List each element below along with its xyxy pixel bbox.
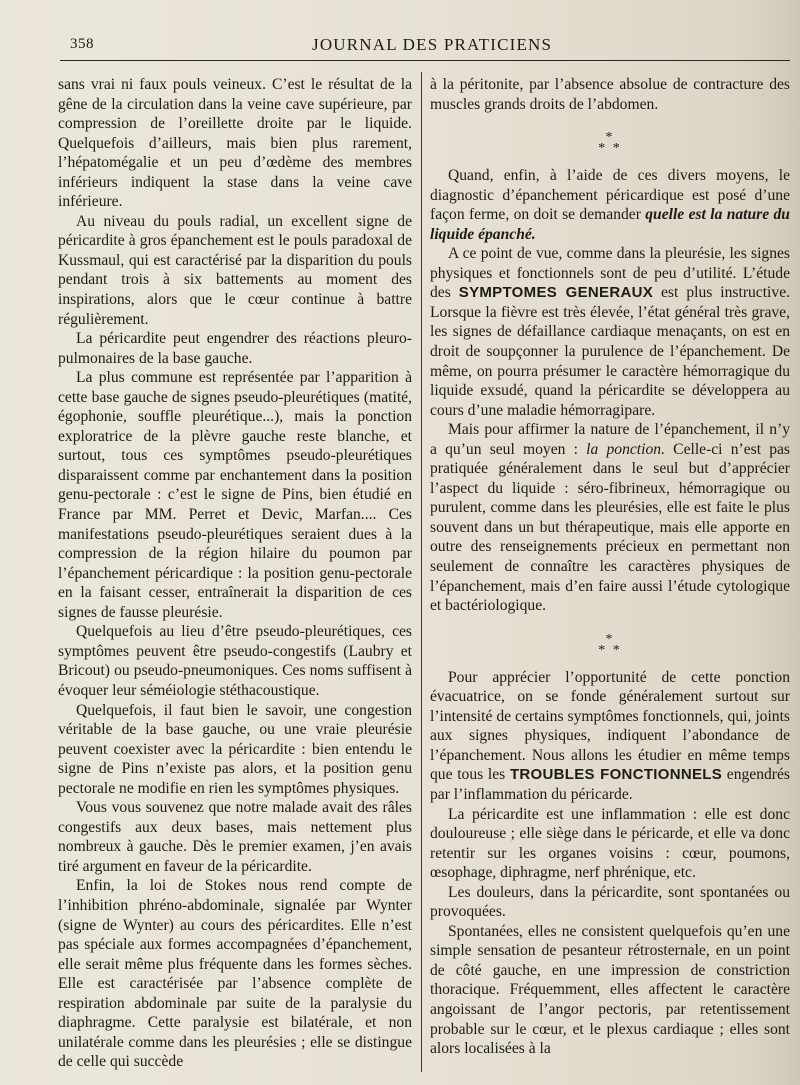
italic-phrase: quelle est la nature du liquide épanché. — [430, 206, 790, 243]
left-column — [58, 75, 412, 1072]
star-mark: * — [605, 631, 615, 647]
paragraph: Au niveau du pouls radial, un excellent signe de péricardite à gros épanchement est le pouls paradoxal de Kussmaul, qui est caractérisé par la disparition du pouls pendant trois à six battements au moment des inspirations, alors que le cœur continue à battre régulièrement. — [58, 212, 412, 328]
paragraph: La péricardite peut engendrer des réactions pleuro-pulmonaires de la base gauche. — [58, 330, 412, 367]
running-header — [60, 34, 790, 61]
column-divider — [421, 72, 422, 1072]
paragraph: La péricardite est une inflammation : elle est donc douloureuse ; elle siège dans le péricarde, et elle va donc retentir sur les organes voisins : cœur, poumons, œsophage, diphragme, nerf phrénique, etc. — [430, 805, 790, 882]
paragraph — [430, 668, 790, 805]
paragraph-text: A ce point de vue, comme dans la pleurésie, les signes physiques et fonctionnels sont de peu d’utilité. L’étude des — [430, 245, 790, 302]
star-mark: * * — [598, 141, 622, 157]
paragraph: Enfin, la loi de Stokes nous rend compte de l’inhibition phréno-abdominale, signalée par Wynter (signe de Wynter) au cours des péricardites. Elle n’est pas spéciale aux formes accompagnées d’épanchement, elle serait même plus fréquente dans les formes sèches. Elle est caractérisée par l’absence complète de respiration abdominale par suite de la paralysie du diaphragme. Cette paralysie est bilatérale, et non unilatérale comme dans les pleurésies ; elle se distingue de celle qui succède — [58, 877, 412, 1071]
paragraph-text: Pour apprécier l’opportunité de cette ponction évacuatrice, on se fonde généralement surtout sur l’intensité de certains symptômes fonctionnels, qui, joints aux signes physiques, indiquent l’abondance de l’épanchement. Nous allons les étudier en même temps que tous les — [430, 668, 790, 784]
paragraph: La plus commune est représentée par l’apparition à cette base gauche de signes pseudo-pleurétiques (matité, égophonie, souffle pleurétique...), mais la ponction exploratrice de la plèvre gauche reste blanche, et surtout, tous ces symptômes pseudo-pleurétiques disparaissent comme par enchantement dans la position genu-pectorale : c’est le signe de Pins, bien étudié en France par MM. Perret et Devic, Marfan.... Ces manifestations pseudo-pleurétiques seraient dues à la compression de la région hilaire du poumon par l’épanchement péricardique : la position genu-pectorale en la faisant cesser, entraînerait la disparition de ces signes de fausse pleurésie. — [58, 369, 412, 621]
paragraph-text: Mais pour affirmer la nature de l’épanchement, il n’y a qu’un seul moyen : — [430, 421, 790, 458]
paragraph-text: est plus instructive. Lorsque la fièvre est très élevée, l’état général très grave, les signes de défaillance cardiaque menaçants, on est en droit de soupçonner la purulence de l’épanchement. De même, on pourra présumer le caractère hémorragique du liquide exsudé, quand la péricardite se développera au cours d’une maladie hémorragipare. — [430, 284, 791, 419]
paragraph-text: engendrés par l’inflammation du péricarde. — [430, 766, 790, 803]
journal-title: JOURNAL DES PRATICIENS — [312, 35, 553, 54]
right-column — [430, 75, 790, 1059]
section-keyword: SYMPTOMES GENERAUX — [458, 284, 654, 302]
paragraph: Quelquefois, il faut bien le savoir, une congestion véritable de la base gauche, ou une vraie pleurésie peuvent coexister avec la péricardite : bien entendu le signe de Pins n’existe pas alors, et la position genu pectorale ne modifie en rien les symptômes physiques. — [58, 701, 412, 797]
star-mark: * * — [598, 642, 622, 658]
paragraph: Vous vous souvenez que notre malade avait des râles congestifs aux deux bases, mais nettement plus nombreux à gauche. Dès le premier examen, j’en avais tiré argument en faveur de la péricardite. — [58, 799, 412, 875]
paragraph-text: Quand, enfin, à l’aide de ces divers moyens, le diagnostic d’épanchement péricardique est posé d’une façon ferme, on doit se demander — [430, 167, 790, 224]
page-number: 358 — [70, 36, 94, 52]
paragraph: sans vrai ni faux pouls veineux. C’est le résultat de la gêne de la circulation dans la veine cave supérieure, par compression de l’oreillette droite par le liquide. Quelquefois d’ailleurs, mais bien plus rarement, l’hépatomégalie et un peu d’œdème des membres inférieurs indiquent la stase dans la veine cave inférieure. — [58, 76, 412, 211]
paragraph-text: Celle-ci n’est pas pratiquée généralement dans le seul but d’apprécier l’aspect du liquide : séro-fibrineux, hémorragique ou purulent, comme dans les pleurésies, elle est faite le plus souvent dans un but thérapeutique, mais elle apporte en outre des renseignements précieux en permettant non seulement de connaître les caractères physiques de l’épanchement, mais d’en faire aussi l’étude cytologique et bactériologique. — [430, 440, 791, 615]
section-separator-stars — [430, 631, 790, 658]
paragraph — [430, 420, 790, 615]
paragraph — [430, 166, 790, 244]
paragraph: à la péritonite, par l’absence absolue de contracture des muscles grands droits de l’abdomen. — [430, 76, 790, 113]
italic-phrase: la ponction. — [586, 440, 665, 458]
paragraph: Les douleurs, dans la péricardite, sont spontanées ou provoquées. — [430, 883, 790, 921]
paragraph: Spontanées, elles ne consistent quelquefois qu’en une simple sensation de pesanteur rétrosternale, en un point de côté gauche, en une impression de constriction thoracique. Fréquemment, elles affectent le caractère angoissant de l’angor pectoris, par retentissement probable sur le cœur, et le plexus cardiaque ; elles sont alors localisées à la — [430, 922, 790, 1058]
section-separator-stars — [430, 130, 790, 157]
paragraph — [430, 244, 790, 420]
star-mark: * — [605, 130, 615, 146]
paragraph: Quelquefois au lieu d’être pseudo-pleurétiques, ces symptômes peuvent être pseudo-congestifs (Laubry et Bricout) ou pseudo-pneumoniques. Ces noms suffisent à évoquer leur séméiologie stéthacoustique. — [58, 623, 412, 699]
section-keyword: TROUBLES FONCTIONNELS — [509, 766, 723, 784]
